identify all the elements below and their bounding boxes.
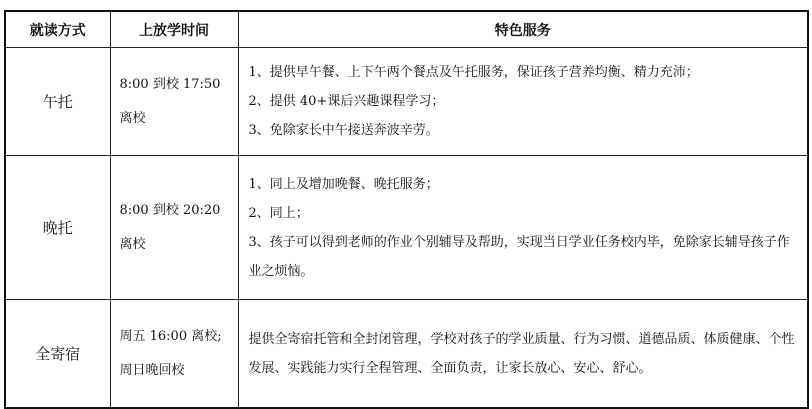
- time-line: 离校: [119, 110, 146, 126]
- services-cell: [238, 300, 808, 409]
- header-time: 上放学时间: [110, 11, 238, 48]
- service-table-container: [4, 10, 807, 409]
- services-cell: [238, 48, 808, 156]
- mode-cell: 晚托: [5, 156, 110, 300]
- service-item: 2、提供 40+课后兴趣课程学习；: [248, 94, 445, 109]
- service-item: 1、同上及增加晚餐、晚托服务；: [248, 176, 439, 192]
- mode-cell: 全寄宿: [5, 300, 110, 409]
- time-cell: [110, 156, 238, 300]
- time-line: 8:00 到校 17:50: [119, 76, 221, 92]
- time-line: 周日晚回校: [119, 362, 185, 378]
- services-cell: [238, 156, 808, 300]
- service-item: 3、免除家长中午接送奔波辛劳。: [248, 123, 439, 138]
- service-table: [4, 10, 809, 409]
- time-cell: [110, 300, 238, 409]
- service-item: 2、同上；: [248, 205, 309, 221]
- table-row: [5, 48, 808, 156]
- time-cell: [110, 48, 238, 156]
- service-item: 提供全寄宿托管和全封闭管理，学校对孩子的学业质量、行为习惯、道德品质、体质健康、个性发展、实践能力实行全程管理、全面负责，让家长放心、安心、舒心。: [248, 331, 795, 376]
- time-line: 周五 16:00 离校;: [119, 328, 222, 344]
- header-mode: 就读方式: [5, 11, 110, 48]
- table-row: [5, 156, 808, 300]
- time-line: 8:00 到校 20:20: [119, 202, 221, 218]
- time-line: 离校: [119, 236, 146, 252]
- header-services: 特色服务: [238, 11, 808, 48]
- table-row: [5, 300, 808, 409]
- table-header-row: [5, 11, 808, 48]
- mode-cell: 午托: [5, 48, 110, 156]
- service-item: 1、提供早午餐、上下午两个餐点及午托服务，保证孩子营养均衡、精力充沛；: [248, 65, 699, 80]
- service-item: 3、孩子可以得到老师的作业个别辅导及帮助，实现当日学业任务校内毕，免除家长辅导孩子作业之烦恼。: [248, 234, 790, 279]
